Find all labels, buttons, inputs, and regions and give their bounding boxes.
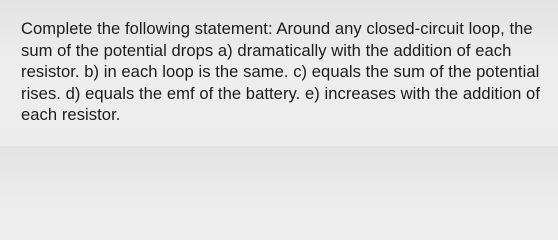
question-text: Complete the following statement: Around any closed-circuit loop, the sum of the potential drops a) dramatically with the addition of each resistor. b) in each loop is the same. c) equals the sum of the potential rises. d) equals the emf of the battery. e) increases with the addition of each resistor.: [21, 19, 540, 125]
